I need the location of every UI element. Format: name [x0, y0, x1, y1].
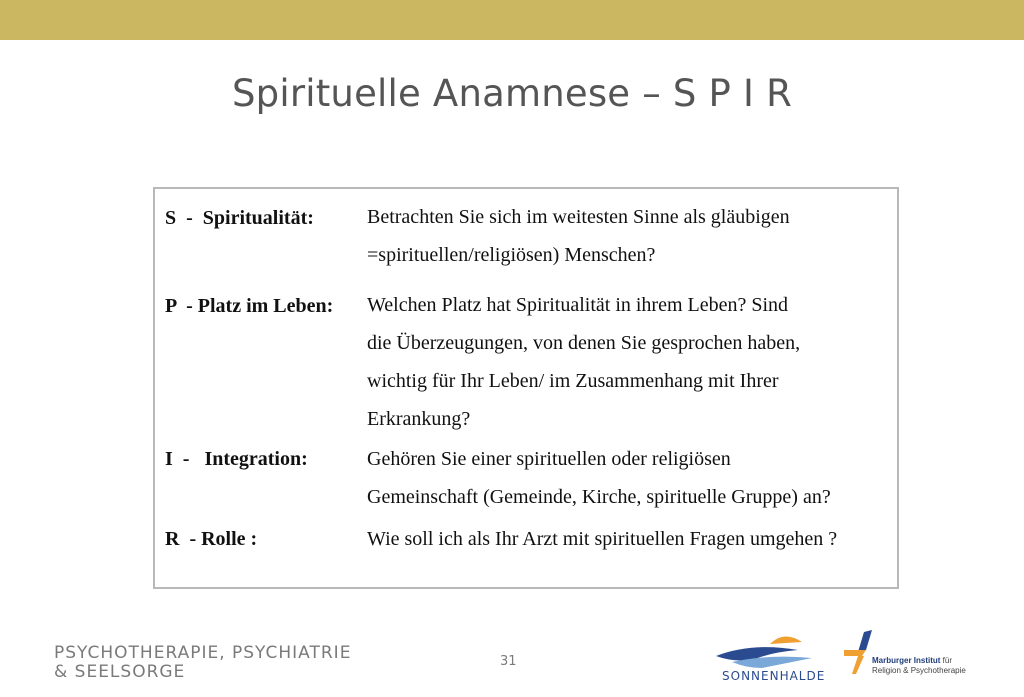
- sonnenhalde-logo-text: SONNENHALDE: [722, 669, 826, 683]
- marburger-bold: Marburger Institut: [872, 656, 941, 665]
- slide-title: Spirituelle Anamnese – S P I R: [231, 72, 792, 115]
- row-text-p: [367, 286, 800, 438]
- row-text-line: Erkrankung?: [367, 408, 471, 430]
- row-text-line: wichtig für Ihr Leben/ im Zusammenhang mit Ihrer: [367, 370, 779, 392]
- row-text-line: Wie soll ich als Ihr Arzt mit spirituellen Fragen umgehen ?: [367, 528, 838, 550]
- row-text-r: [367, 520, 837, 558]
- footer-line-2: & SEELSORGE: [54, 662, 186, 682]
- row-text-line: Gemeinschaft (Gemeinde, Kirche, spirituelle Gruppe) an?: [367, 486, 831, 508]
- row-label-r: R - Rolle :: [165, 528, 258, 550]
- page-number: 31: [500, 654, 517, 669]
- spir-table: [153, 187, 899, 589]
- row-text-line: Welchen Platz hat Spiritualität in ihrem Leben? Sind: [367, 294, 789, 316]
- row-label-i: I - Integration:: [165, 448, 308, 470]
- row-label-s: S - Spiritualität:: [165, 207, 314, 229]
- row-label-p: P - Platz im Leben:: [165, 295, 334, 317]
- footer-title: [54, 644, 351, 682]
- footer-line-1: PSYCHOTHERAPIE, PSYCHIATRIE: [54, 643, 352, 663]
- row-text-line: =spirituellen/religiösen) Menschen?: [367, 244, 656, 266]
- marburger-line-1: [872, 656, 966, 666]
- marburger-fuer: für: [940, 656, 953, 665]
- marburger-institut-logo-text: [872, 656, 966, 676]
- row-text-i: [367, 440, 831, 516]
- top-accent-bar: [0, 0, 1024, 40]
- row-text-s: [367, 198, 790, 274]
- marburger-line-2: Religion & Psychotherapie: [872, 666, 966, 675]
- row-text-line: Betrachten Sie sich im weitesten Sinne als gläubigen: [367, 206, 790, 228]
- row-text-line: Gehören Sie einer spirituellen oder religiösen: [367, 448, 731, 470]
- row-text-line: die Überzeugungen, von denen Sie gesprochen haben,: [367, 332, 801, 354]
